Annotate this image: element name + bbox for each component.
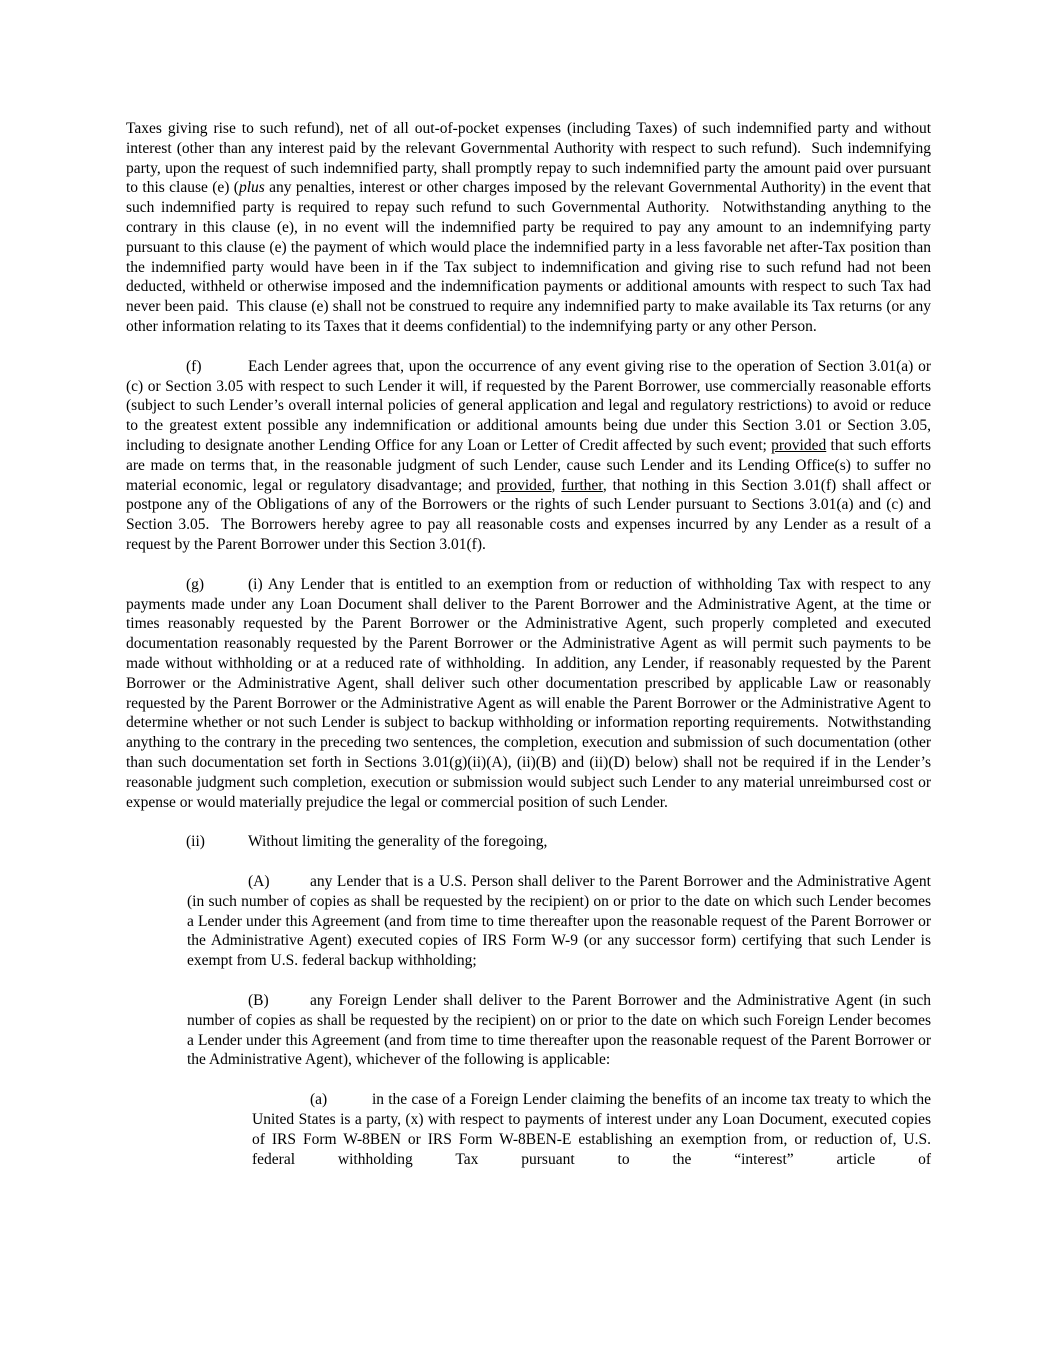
paragraph-clause-g-ii-A	[187, 872, 931, 971]
document-body	[126, 119, 931, 1169]
paragraph-clause-g-ii-B	[187, 991, 931, 1070]
text-run: ,	[551, 476, 562, 494]
text-run: any Lender that is a U.S. Person shall deliver to the Parent Borrower and the Administrative Agent (in such number of copies as shall be requested by the recipient) on or prior to the date on which such Lender becomes a Lender under this Agreement (and from time to time thereafter upon the reasonable request of the Parent Borrower or the Administrative Agent) executed copies of IRS Form W-9 (or any successor form) certifying that such Lender is exempt from U.S. federal backup withholding;	[187, 873, 931, 970]
clause-g-text	[126, 576, 931, 811]
italic-text-run: plus	[238, 179, 265, 197]
paragraph-clause-g-ii-B-a	[252, 1090, 931, 1169]
underlined-text-run: provided	[496, 476, 552, 494]
text-run: Each Lender agrees that, upon the occurrence of any event giving rise to the operation of Section 3.01(a) or (c) or Section 3.05 with respect to such Lender it will, if requested by the Parent Borrower, use commercially reasonable efforts (subject to such Lender’s overall internal policies of general application and legal and regulatory restrictions) to avoid or reduce to the greatest extent possible any indemnification or additional amounts being due under this Section 3.01 or Section 3.05, including to designate another Lending Office for any Loan or Letter of Credit affected by such event;	[126, 357, 931, 454]
clause-g-label: (g)	[186, 575, 205, 593]
paragraph-clause-g-ii	[126, 832, 931, 852]
text-run: (i) Any Lender that is entitled to an exemption from or reduction of withholding Tax with respect to any payments made under any Loan Document shall deliver to the Parent Borrower and the Administrative Agent, at the time or times reasonably requested by the Parent Borrower or the Administrative Agent, such properly completed and executed documentation reasonably requested by the Parent Borrower or the Administrative Agent as will permit such payments to be made without withholding or at a reduced rate of withholding. In addition, any Lender, if reasonably requested by the Parent Borrower or the Administrative Agent, shall deliver such other documentation prescribed by applicable Law or reasonably requested by the Parent Borrower or the Administrative Agent as will enable the Parent Borrower or the Administrative Agent to determine whether or not such Lender is subject to backup withholding or information reporting requirements. Notwithstanding anything to the contrary in the preceding two sentences, the completion, execution and submission of such documentation (other than such documentation set forth in Sections 3.01(g)(ii)(A), (ii)(B) and (ii)(D) below) shall not be required if in the Lender’s reasonable judgment such completion, execution or submission would subject such Lender to any material unreimbursed cost or expense or would materially prejudice the legal or commercial position of such Lender.	[126, 575, 931, 811]
underlined-text-run: provided	[771, 436, 827, 454]
text-run: in the case of a Foreign Lender claiming the benefits of an income tax treaty to which the United States is a party, (x) with respect to payments of interest under any Loan Document, executed copies of IRS Form W-8BEN or IRS Form W-8BEN-E establishing an exemption from, or reduction of, U.S. federal withholding Tax pursuant to the “interest” article of	[252, 1091, 931, 1168]
text-run: , that nothing in this Section 3.01(f) shall affect or postpone any of the Obligations of any of the Borrowers or the rights of such Lender pursuant to Sections 3.01(a) and (c) and Section 3.05. The Borrowers hereby agree to pay all reasonable costs and expenses incurred by any Lender as a result of a request by the Parent Borrower under this Section 3.01(f).	[126, 476, 932, 553]
clause-f-label: (f)	[186, 357, 202, 375]
clause-g-ii-text	[248, 833, 547, 850]
clause-f-text	[126, 358, 931, 553]
paragraph-clause-g-i	[126, 575, 931, 813]
clause-g-ii-A-label: (A)	[248, 873, 270, 891]
text-run: Without limiting the generality of the foregoing,	[248, 833, 548, 851]
paragraph-clause-f	[126, 357, 931, 555]
text-run: that such efforts are made on terms that, in the reasonable judgment of such Lender, cause such Lender and its Lending Office(s) to suffer no material economic, legal or regulatory disadvantage; and	[126, 436, 932, 494]
underlined-text-run: further	[561, 476, 603, 494]
text-run: any penalties, interest or other charges imposed by the relevant Governmental Authority) in the event that such indemnified party is required to repay such refund to such Governmental Authority. Notwithstanding anything to the contrary in this clause (e), in no event will the indemnified party be required to pay any amount to an indemnifying party pursuant to this clause (e) the payment of which would place the indemnified party in a less favorable net after-Tax position than the indemnified party would have been in if the Tax subject to indemnification and giving rise to such refund had not been deducted, withheld or otherwise imposed and the indemnification payments or additional amounts with respect to such Tax had never been paid. This clause (e) shall not be construed to require any indemnified party to make available its Tax returns (or any other information relating to its Taxes that it deems confidential) to the indemnifying party or any other Person.	[126, 179, 932, 335]
clause-g-ii-label: (ii)	[186, 833, 205, 851]
text-run: any Foreign Lender shall deliver to the Parent Borrower and the Administrative Agent (in such number of copies as shall be requested by the recipient) on or prior to the date on which such Foreign Lender becomes a Lender under this Agreement (and from time to time thereafter upon the reasonable request of the Parent Borrower or the Administrative Agent), whichever of the following is applicable:	[187, 992, 931, 1069]
clause-g-ii-B-label: (B)	[248, 992, 269, 1010]
clause-g-ii-B-a-label: (a)	[310, 1091, 328, 1109]
paragraph-clause-e-continuation	[126, 119, 931, 337]
text-run: Taxes giving rise to such refund), net of all out-of-pocket expenses (including Taxes) of such indemnified party and without interest (other than any interest paid by the relevant Governmental Authority with respect to such refund). Such indemnifying party, upon the request of such indemnified party, shall promptly repay to such indemnified party the amount paid over pursuant to this clause (e) (	[126, 120, 931, 197]
